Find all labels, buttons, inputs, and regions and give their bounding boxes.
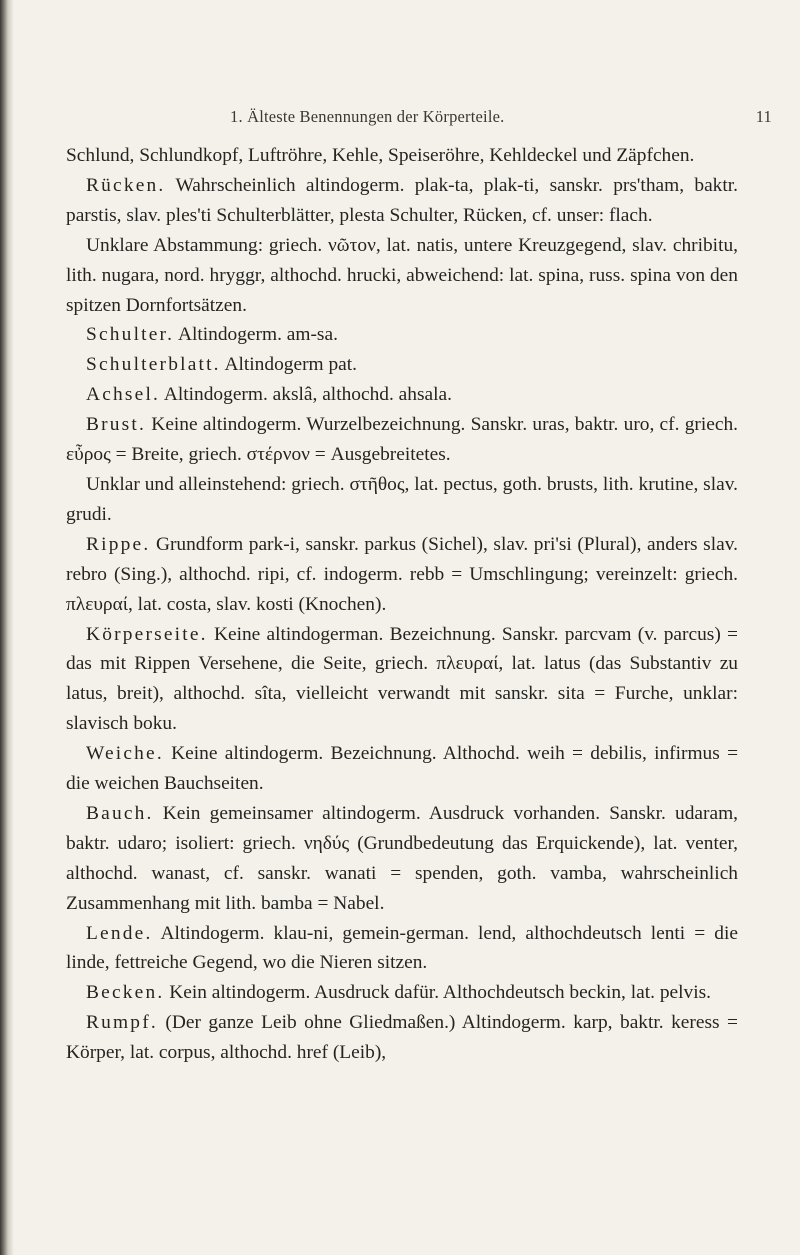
paragraph-lemma: Achsel. — [86, 384, 161, 406]
paragraph-lemma: Rumpf. — [86, 1012, 158, 1034]
paragraph — [66, 470, 738, 530]
paragraph-lemma: Rücken. — [86, 174, 166, 196]
running-head — [200, 107, 788, 131]
paragraph-text: Keine altindogerm. Bezeichnung. Althochd. weih = debilis, infirmus = die weichen Bauchseiten. — [66, 743, 738, 795]
paragraph-text: Unklar und alleinstehend: griech. στῆθος, lat. pectus, goth. brusts, lith. krutine, slav. grudi. — [66, 473, 738, 525]
paragraph-lemma: Becken. — [86, 982, 165, 1004]
paragraph — [66, 410, 738, 470]
paragraph — [66, 380, 738, 410]
paragraph — [66, 1008, 738, 1068]
chapter-title: 1. Älteste Benennungen der Körperteile. — [230, 107, 505, 126]
paragraph — [66, 231, 738, 321]
paragraph — [66, 141, 738, 171]
paragraph-text: Wahrscheinlich altindogerm. plak-ta, plak-ti, sanskr. prs'tham, baktr. parstis, slav. ples'ti Schulterblätter, plesta Schulter, Rücken, cf. unser: flach. — [66, 174, 738, 226]
paragraph-lemma: Schulter. — [86, 324, 175, 346]
paragraph-lemma: Körperseite. — [86, 623, 208, 645]
paragraph-text: Altindogerm. akslâ, althochd. ahsala. — [160, 384, 452, 406]
paragraph-text: (Der ganze Leib ohne Gliedmaßen.) Altindogerm. karp, baktr. keress = Körper, lat. corpus, althochd. href (Leib), — [66, 1012, 738, 1064]
paragraph-text: Altindogerm. klau-ni, gemein-german. lend, althochdeutsch lenti = die linde, fettreiche Gegend, wo die Nieren sitzen. — [66, 922, 738, 974]
paragraph — [66, 530, 738, 620]
paragraph-text: Keine altindogerm. Wurzelbezeichnung. Sanskr. uras, baktr. uro, cf. griech. εὖρος = Breite, griech. στέρνον = Ausgebreitetes. — [66, 414, 738, 466]
paragraph — [66, 320, 738, 350]
paragraph-lemma: Weiche. — [86, 743, 164, 765]
paragraph-lemma: Schulterblatt. — [86, 354, 221, 376]
paragraph-text: Unklare Abstammung: griech. νῶτον, lat. natis, untere Kreuzgegend, slav. chribitu, lith. nugara, nord. hryggr, althochd. hrucki, abweichend: lat. spina, russ. spina von den spitzen Dornfortsätzen. — [66, 234, 738, 316]
paragraph-lemma: Rippe. — [86, 533, 151, 555]
body-text — [66, 141, 738, 1068]
paragraph — [66, 171, 738, 231]
paragraph-lemma: Lende. — [86, 922, 153, 944]
paragraph-text: Altindogerm. am-sa. — [174, 324, 338, 346]
paragraph-text: Kein altindogerm. Ausdruck dafür. Althochdeutsch beckin, lat. pelvis. — [164, 982, 711, 1004]
paragraph-text: Kein gemeinsamer altindogerm. Ausdruck vorhanden. Sanskr. udaram, baktr. udaro; isoliert: griech. νηδύς (Grundbedeutung das Erquickende), lat. venter, althochd. wanast, cf. sanskr. wanati = spenden, goth. vamba, wahrscheinlich Zusammenhang mit lith. bamba = Nabel. — [66, 802, 738, 914]
paragraph — [66, 620, 738, 740]
paragraph-text: Grundform park-i, sanskr. parkus (Sichel), slav. pri'si (Plural), anders slav. rebro (Sing.), althochd. ripi, cf. indogerm. rebb = Umschlingung; vereinzelt: griech. πλευραί, lat. costa, slav. kosti (Knochen). — [66, 533, 738, 615]
page-number: 11 — [755, 107, 772, 126]
paragraph-text: Keine altindogerman. Bezeichnung. Sanskr. parcvam (v. parcus) = das mit Rippen Versehene, die Seite, griech. πλευραί, lat. latus (das Substantiv zu latus, breit), althochd. sîta, vielleicht verwandt mit sanskr. sita = Furche, unklar: slavisch boku. — [66, 623, 738, 735]
paragraph-text: Schlund, Schlundkopf, Luftröhre, Kehle, Speiseröhre, Kehldeckel und Zäpfchen. — [66, 145, 695, 166]
paragraph-lemma: Bauch. — [86, 802, 154, 824]
paragraph — [66, 978, 738, 1008]
paragraph — [66, 799, 738, 919]
paragraph — [66, 919, 738, 979]
paragraph-lemma: Brust. — [86, 414, 147, 436]
book-spine-shadow — [0, 0, 14, 1255]
paragraph — [66, 739, 738, 799]
paragraph — [66, 350, 738, 380]
paragraph-text: Altindogerm pat. — [220, 354, 357, 376]
